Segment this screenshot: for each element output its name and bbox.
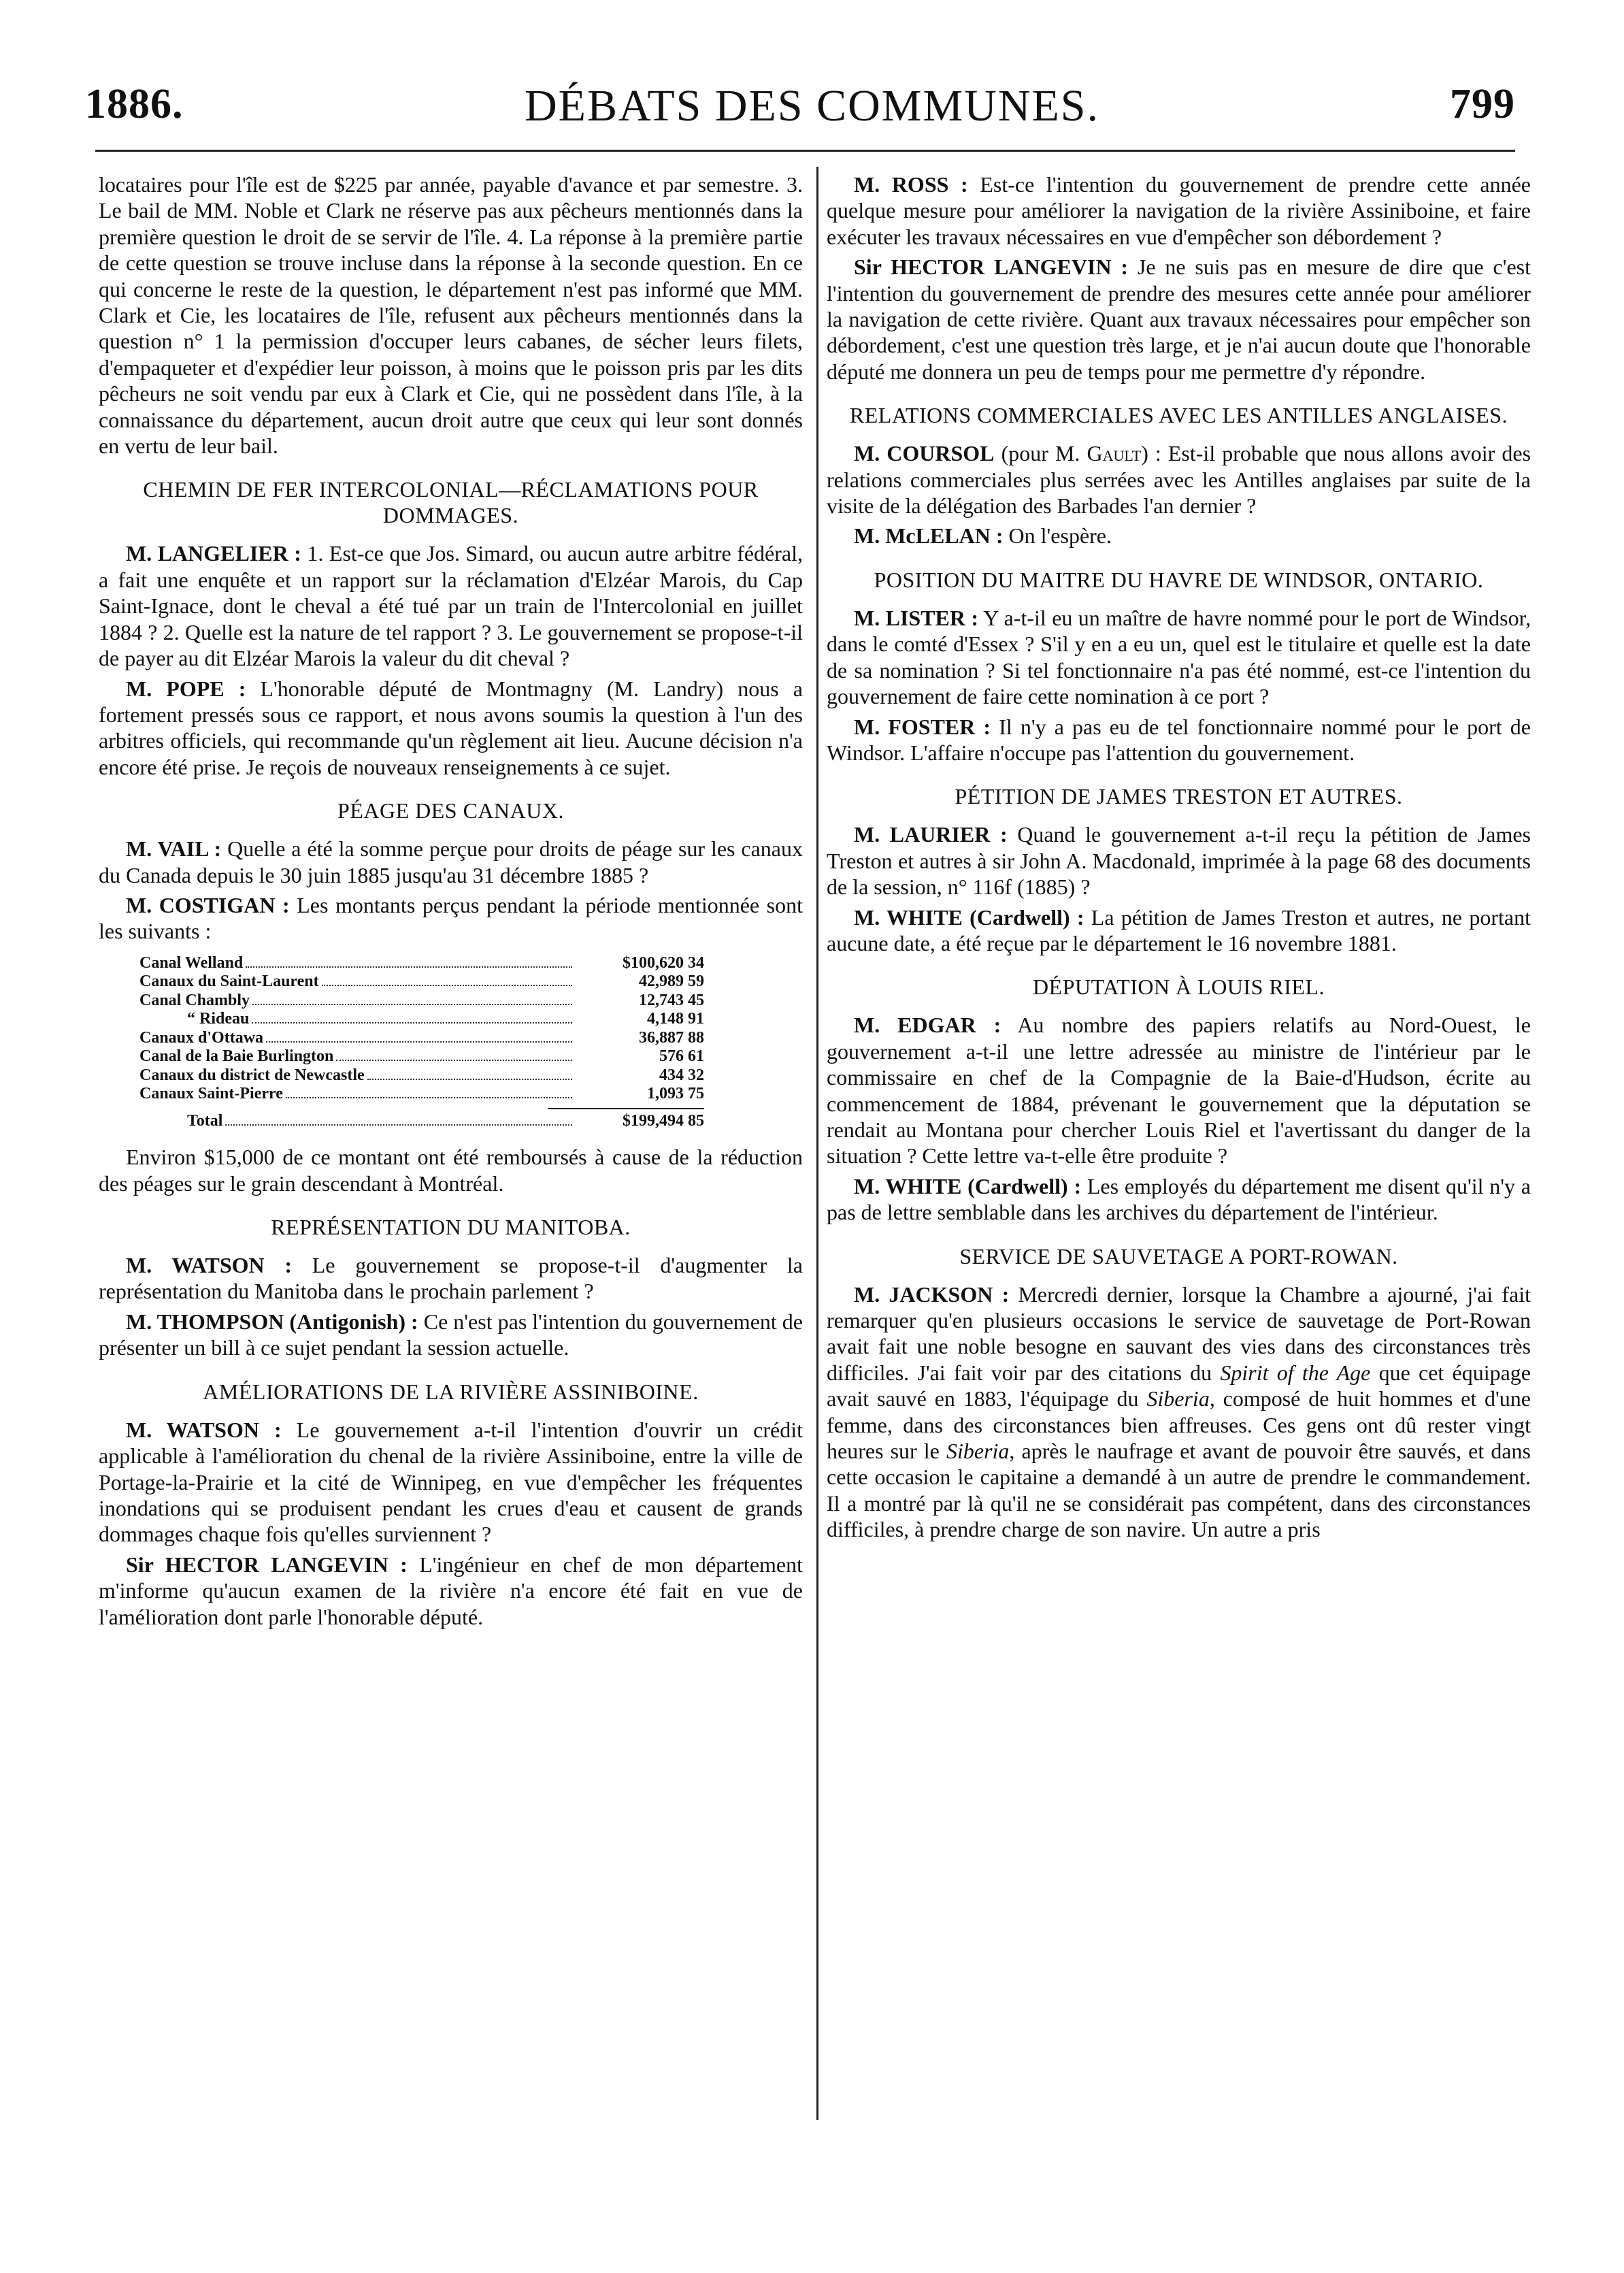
table-total-row: Total $199,494 85 xyxy=(187,1111,704,1130)
speaker-name: M. WHITE (Cardwell) : xyxy=(854,1173,1082,1198)
right-column xyxy=(827,171,1531,1543)
paragraph: M. WATSON : Le gouvernement a-t-il l'intention d'ouvrir un crédit applicable à l'amélioration du chenal de la rivière Assiniboine, entre la ville de Portage-la-Prairie et la cité de Winnipeg, en vue d'empêcher les fréquentes inondations qui se produisent pendant les crues d'eau et causent de grands dommages chaque fois qu'elles surviennent ? xyxy=(99,1417,803,1547)
total-rule xyxy=(548,1108,704,1109)
speaker-name: M. McLELAN : xyxy=(854,523,1004,549)
section-heading: SERVICE DE SAUVETAGE A PORT-ROWAN. xyxy=(959,1243,1398,1269)
column-divider xyxy=(816,167,818,2120)
table-row: Canaux Saint-Pierre 1,093 75 xyxy=(139,1085,704,1103)
paragraph: M. WATSON : Le gouvernement se propose-t-il d'augmenter la représentation du Manitoba dans le prochain parlement ? xyxy=(99,1253,803,1304)
header-title: DÉBATS DES COMMUNES. xyxy=(525,81,1099,131)
paragraph: M. VAIL : Quelle a été la somme perçue pour droits de péage sur les canaux du Canada depuis le 30 juin 1885 jusqu'au 31 décembre 1885 ? xyxy=(99,836,803,887)
paragraph: M. POPE : L'honorable député de Montmagny (M. Landry) nous a fortement pressés sous ce rapport, et nous avons soumis la question à l'un des arbitres officiels, qui recommande qu'un règlement ait lieu. Aucune décision n'a encore été prise. Je reçois de nouveaux renseignements à ce sujet. xyxy=(99,676,803,779)
section-heading: DÉPUTATION À LOUIS RIEL. xyxy=(1033,975,1325,1000)
header-year: 1886. xyxy=(85,81,184,127)
section-heading: RELATIONS COMMERCIALES AVEC LES ANTILLES ANGLAISES. xyxy=(849,403,1508,428)
table-row: “ Rideau 4,148 91 xyxy=(187,1010,704,1028)
speaker-name: M. COURSOL xyxy=(854,441,995,466)
section-heading: PÉTITION DE JAMES TRESTON ET AUTRES. xyxy=(955,784,1403,809)
paragraph: M. COSTIGAN : Les montants perçus pendant la période mentionnée sont les suivants : xyxy=(99,892,803,944)
paragraph: M. LISTER : Y a-t-il eu un maître de havre nommé pour le port de Windsor, dans le comté d'Essex ? S'il y en a eu un, quel est le titulaire et quelle est la date de sa nomination ? Si tel fonctionnaire n'a pas été nommé, est-ce l'intention du gouvernement de faire cette nomination à ce port ? xyxy=(827,605,1531,709)
speaker-name: M. FOSTER : xyxy=(854,714,991,739)
paragraph: M. JACKSON : Mercredi dernier, lorsque la Chambre a ajourné, j'ai fait remarquer qu'en plusieurs occasions le service de sauvetage de Port-Rowan avait fait une noble besogne en sauvant des vies dans des circonstances très difficiles. J'ai fait voir par des citations du Spirit of the Age que cet équipage avait sauvé en 1883, l'équipage du Siberia, composé de huit hommes et d'une femme, dans des circonstances bien affreuses. Ces gens ont dû rester vingt heures sur le Siberia, après le naufrage et avant de pouvoir être sauvés, et dans cette occasion le capitaine a demandé à un autre de prendre le commandement. Il a montré par là qu'il ne se considérait pas compétent, dans des circonstances difficiles, à prendre charge de son navire. Un autre a pris xyxy=(827,1281,1531,1542)
table-row: Canaux du district de Newcastle 434 32 xyxy=(139,1066,704,1084)
speaker-name: M. LISTER : xyxy=(854,605,979,630)
paragraph: Environ $15,000 de ce montant ont été remboursés à cause de la réduction des péages sur le grain descendant à Montréal. xyxy=(99,1145,803,1196)
speaker-name: M. WATSON : xyxy=(126,1417,282,1442)
speaker-name: M. EDGAR : xyxy=(854,1013,1001,1038)
paragraph: M. WHITE (Cardwell) : Les employés du département me disent qu'il n'y a pas de lettre semblable dans les archives du département de l'intérieur. xyxy=(827,1173,1531,1225)
speaker-name: Sir HECTOR LANGEVIN : xyxy=(854,255,1129,280)
section-heading: POSITION DU MAITRE DU HAVRE DE WINDSOR, ONTARIO. xyxy=(874,567,1484,592)
table-row: Canal Chambly 12,743 45 xyxy=(139,991,704,1009)
table-row: Canal de la Baie Burlington 576 61 xyxy=(139,1047,704,1066)
paragraph: M. LANGELIER : 1. Est-ce que Jos. Simard, ou aucun autre arbitre fédéral, a fait une enquête et un rapport sur la réclamation d'Elzéar Marois, du Cap Saint-Ignace, dont le cheval a été tué par un train de l'Intercolonial en juillet 1884 ? 2. Quelle est la nature de tel rapport ? 3. Le gouvernement se propose-t-il de payer au dit Elzéar Marois la valeur du dit cheval ? xyxy=(99,541,803,671)
paragraph: Sir HECTOR LANGEVIN : Je ne suis pas en mesure de dire que c'est l'intention du gouvernement de prendre des mesures cette année pour améliorer la navigation de cette rivière. Quant aux travaux nécessaires pour empêcher son débordement, c'est une question très large, et je n'ai aucun doute que l'honorable député me donnera un peu de temps pour me permettre d'y répondre. xyxy=(827,255,1531,384)
canal-tolls-table xyxy=(139,954,704,1131)
speaker-name: M. LANGELIER : xyxy=(126,541,301,566)
paragraph: locataires pour l'île est de $225 par année, payable d'avance et par semestre. 3. Le bail de MM. Noble et Clark ne réserve pas aux pêcheurs mentionnés dans la première question le droit de se servir de l'île. 4. La réponse à la première partie de cette question se trouve incluse dans la réponse à la seconde question. En ce qui concerne le reste de la question, le département n'est pas informé que MM. Clark et Cie, les locataires de l'île, refusent aux pêcheurs mentionnés dans la question n° 1 la permission d'occuper leurs cabanes, de sécher leurs filets, d'empaqueter et d'expédier leur poisson, à moins que le poisson pris par les dits pêcheurs ne soit vendu par eux à Clark et Cie, qui ne possèdent dans l'île, à la connaissance du département, aucun droit autre que ceux qui leur sont donnés en vertu de leur bail. xyxy=(99,172,803,459)
section-heading: CHEMIN DE FER INTERCOLONIAL—RÉCLAMATIONS POUR DOMMAGES. xyxy=(143,477,759,528)
paragraph: M. McLELAN : On l'espère. xyxy=(854,523,1112,549)
speaker-name: M. JACKSON : xyxy=(854,1281,1010,1307)
paragraph: M. COURSOL (pour M. Gault) : Est-il probable que nous allons avoir des relations commerciales plus serrées avec les Antilles anglaises par suite de la visite de la délégation des Barbades l'an dernier ? xyxy=(827,441,1531,519)
section-heading: REPRÉSENTATION DU MANITOBA. xyxy=(271,1215,631,1240)
speaker-name: Sir HECTOR LANGEVIN : xyxy=(126,1552,408,1577)
table-row: Canal Welland $100,620 34 xyxy=(139,953,704,972)
paragraph: Sir HECTOR LANGEVIN : L'ingénieur en chef de mon département m'informe qu'aucun examen de la rivière n'a encore été fait en vue de l'amélioration dont parle l'honorable député. xyxy=(99,1552,803,1629)
speaker-name: M. THOMPSON (Antigonish) : xyxy=(126,1309,418,1334)
speaker-name: M. WHITE (Cardwell) : xyxy=(854,904,1084,930)
paragraph: M. EDGAR : Au nombre des papiers relatifs au Nord-Ouest, le gouvernement a-t-il une lettre adressée au ministre de l'intérieur par le commissaire en chef de la Compagnie de la Baie-d'Hudson, écrite au commencement de 1884, prévenant le gouvernement que la députation se rendait au Montana pour chercher Louis Riel et l'avertissant du danger de la situation ? Cette lettre va-t-elle être produite ? xyxy=(827,1013,1531,1168)
speaker-name: M. WATSON : xyxy=(126,1253,293,1278)
section-heading: AMÉLIORATIONS DE LA RIVIÈRE ASSINIBOINE. xyxy=(203,1379,699,1404)
speaker-name: M. ROSS : xyxy=(854,172,968,197)
header-page-number: 799 xyxy=(1450,81,1515,127)
speaker-name: M. POPE : xyxy=(126,676,246,701)
section-heading: PÉAGE DES CANAUX. xyxy=(337,798,564,823)
paragraph: M. THOMPSON (Antigonish) : Ce n'est pas l'intention du gouvernement de présenter un bill à ce sujet pendant la session actuelle. xyxy=(99,1309,803,1360)
table-row: Canaux d'Ottawa 36,887 88 xyxy=(139,1028,704,1047)
paragraph: M. LAURIER : Quand le gouvernement a-t-il reçu la pétition de James Treston et autres à sir John A. Macdonald, imprimée à la page 68 des documents de la session, n° 116f (1885) ? xyxy=(827,822,1531,900)
speaker-name: M. LAURIER : xyxy=(854,822,1008,847)
paragraph: M. ROSS : Est-ce l'intention du gouvernement de prendre cette année quelque mesure pour améliorer la navigation de la rivière Assiniboine, et faire exécuter les travaux nécessaires en vue d'empêcher son débordement ? xyxy=(827,172,1531,249)
table-row: Canaux du Saint-Laurent 42,989 59 xyxy=(139,972,704,991)
speaker-name: M. COSTIGAN : xyxy=(126,892,290,917)
left-column xyxy=(99,171,803,1630)
header-rule xyxy=(95,150,1515,152)
speaker-name: M. VAIL : xyxy=(126,836,222,862)
paragraph: M. WHITE (Cardwell) : La pétition de James Treston et autres, ne portant aucune date, a été reçue par le département le 16 novembre 1881. xyxy=(827,904,1531,955)
paragraph: M. FOSTER : Il n'y a pas eu de tel fonctionnaire nommé pour le port de Windsor. L'affaire n'occupe pas l'attention du gouvernement. xyxy=(827,714,1531,765)
